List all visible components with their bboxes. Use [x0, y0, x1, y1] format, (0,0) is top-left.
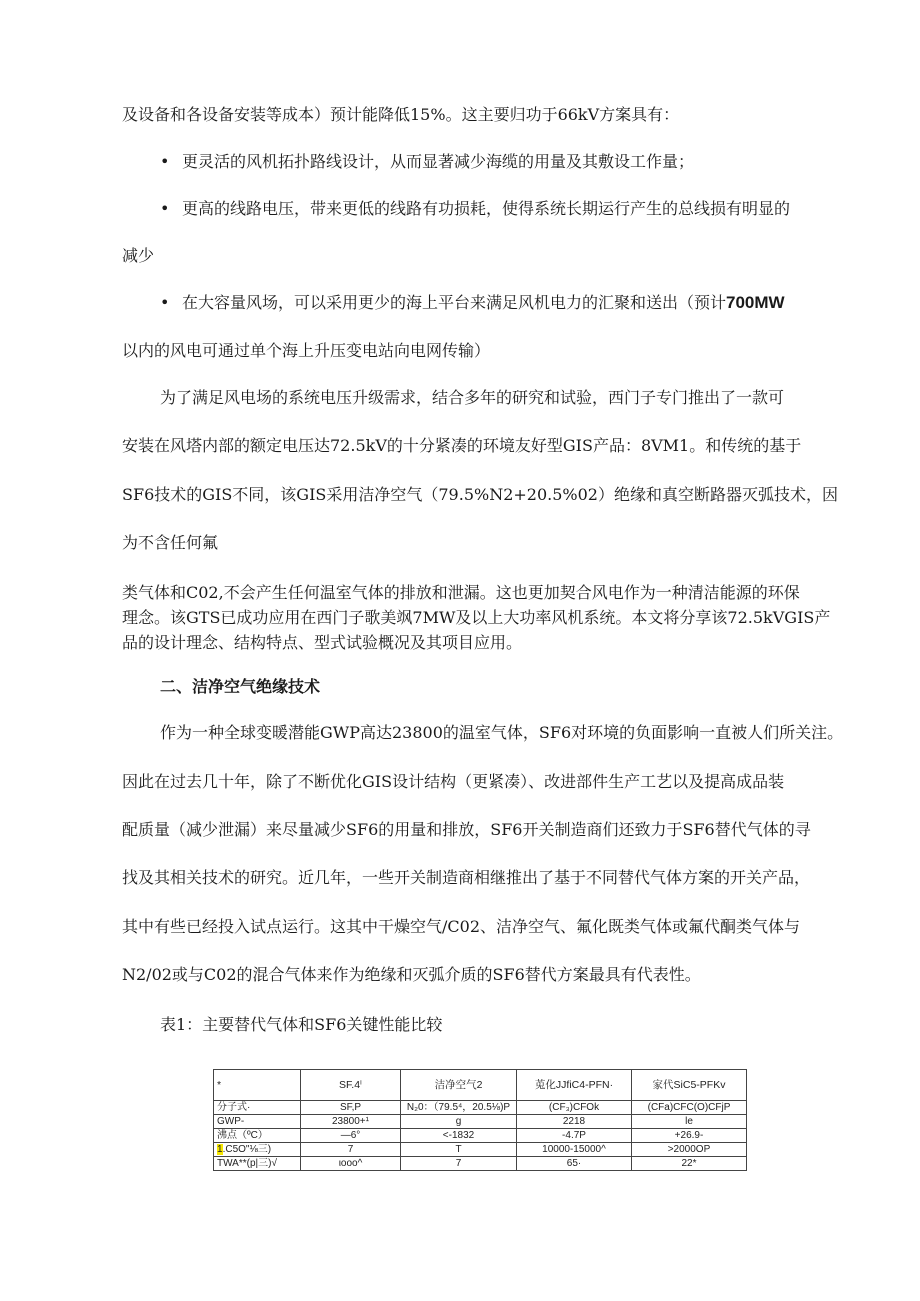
paragraph-line: SF6技术的GIS不同，该GIS采用洁净空气（79.5%N2+20.5%02）绝缘和真空断路器灭弧技术，因	[122, 485, 838, 504]
table-header-cell: 莵化JJfiC4-PFN·	[517, 1070, 632, 1101]
table-cell: N₂0：（79.5⁴，20.5⅛)P	[401, 1101, 517, 1115]
comparison-table	[213, 1069, 747, 1171]
table-row-label: GWP-	[214, 1115, 301, 1129]
paragraph-line: 作为一种全球变暖潜能GWP高达23800的温室气体，SF6对环境的负面影响一直被人们所关注。	[160, 723, 844, 742]
paragraph-line: 因此在过去几十年，除了不断优化GIS设计结构（更紧凑）、改进部件生产工艺以及提高成品装	[122, 772, 785, 791]
paragraph-line: N2/02或与C02的混合气体来作为绝缘和灭弧介质的SF6替代方案最具有代表性。	[122, 965, 701, 984]
paragraph-line: 配质量（减少泄漏）来尽量减少SF6的用量和排放，SF6开关制造商们还致力于SF6替代气体的寻	[122, 820, 811, 839]
table-row-label: TWA**(p|三)√	[214, 1157, 301, 1171]
paragraph-line: 理念。该GTS已成功应用在西门子歌美飒7MW及以上大功率风机系统。本文将分享该72.5kVGIS产	[122, 608, 831, 627]
table-cell: 10000-15000^	[517, 1143, 632, 1157]
paragraph-line: 找及其相关技术的研究。近几年，一些开关制造商相继推出了基于不同替代气体方案的开关产品，	[122, 868, 811, 887]
table-cell: g	[401, 1115, 517, 1129]
table-cell: 65·	[517, 1157, 632, 1171]
table-row-label-text: .C5O"⅛三)	[222, 1143, 272, 1155]
table-header-cell: SF.4ⁱ	[301, 1070, 401, 1101]
bullet-text: 在大容量风场，可以采用更少的海上平台来满足风机电力的汇聚和送出（预计	[182, 293, 727, 312]
table-cell: 7	[301, 1143, 401, 1157]
paragraph-line: 减少	[122, 246, 155, 265]
bullet-icon: •	[160, 152, 170, 171]
paragraph-line: 为了满足风电场的系统电压升级需求，结合多年的研究和试验，西门子专门推出了一款可	[160, 388, 785, 407]
table-cell: SF,P	[301, 1101, 401, 1115]
table-cell: ιooo^	[301, 1157, 401, 1171]
table-header-cell: *	[214, 1070, 301, 1101]
table-cell: 23800+¹	[301, 1115, 401, 1129]
paragraph-line: 其中有些已经投入试点运行。这其中干燥空气/C02、洁净空气、氟化既类气体或氟代酮类气体与	[122, 917, 800, 936]
bullet-icon: •	[160, 293, 170, 312]
table-caption: 表1：主要替代气体和SF6关键性能比较	[160, 1015, 443, 1034]
table-row-label	[214, 1143, 301, 1157]
bullet-text: 更高的线路电压，带来更低的线路有功损耗，使得系统长期运行产生的总线损有明显的	[182, 199, 791, 218]
table-cell: +26.9-	[632, 1129, 747, 1143]
table-cell: T	[401, 1143, 517, 1157]
table-row	[214, 1129, 747, 1143]
table-cell: —6°	[301, 1129, 401, 1143]
table-row-label: 沸点（ºC）	[214, 1129, 301, 1143]
paragraph-line: 品的设计理念、结构特点、型式试验概况及其项目应用。	[122, 633, 523, 652]
table-cell: le	[632, 1115, 747, 1129]
table-row-label: 分子式·	[214, 1101, 301, 1115]
table-cell: >2000OP	[632, 1143, 747, 1157]
bullet-bold-value: 700MW	[726, 293, 785, 312]
section-heading: 二、洁净空气绝缘技术	[160, 677, 321, 696]
bullet-text: 更灵活的风机拓扑路线设计，从而显著减少海缆的用量及其敷设工作量；	[182, 152, 695, 171]
table-row	[214, 1115, 747, 1129]
paragraph-line: 以内的风电可通过单个海上升压变电站向电网传输）	[122, 341, 491, 360]
table-cell: <-1832	[401, 1129, 517, 1143]
table-header-row	[214, 1070, 747, 1101]
table-row	[214, 1157, 747, 1171]
table-header-cell: 家代SiC5-PFKv	[632, 1070, 747, 1101]
highlight-mark: 1	[217, 1143, 223, 1155]
table-cell: -4.7P	[517, 1129, 632, 1143]
paragraph-line: 类气体和C02,不会产生任何温室气体的排放和泄漏。这也更加契合风电作为一种清洁能源的环保	[122, 583, 800, 602]
paragraph-line: 安装在风塔内部的额定电压达72.5kV的十分紧凑的环境友好型GIS产品：8VM1。和传统的基于	[122, 436, 802, 455]
table-row	[214, 1101, 747, 1115]
table-cell: 22*	[632, 1157, 747, 1171]
paragraph-line: 为不含任何氟	[122, 533, 219, 552]
paragraph-line: 及设备和各设备安装等成本）预计能降低15%。这主要归功于66kV方案具有：	[122, 105, 680, 124]
bullet-item	[160, 293, 785, 313]
table-cell: (CFa)CFC(O)CFjP	[632, 1101, 747, 1115]
table-cell: (CF₃)CFOk	[517, 1101, 632, 1115]
bullet-item	[160, 199, 790, 219]
bullet-item	[160, 152, 694, 172]
bullet-icon: •	[160, 199, 170, 218]
table-header-cell: 洁净空气2	[401, 1070, 517, 1101]
table-row	[214, 1143, 747, 1157]
table-cell: 7	[401, 1157, 517, 1171]
table-cell: 2218	[517, 1115, 632, 1129]
